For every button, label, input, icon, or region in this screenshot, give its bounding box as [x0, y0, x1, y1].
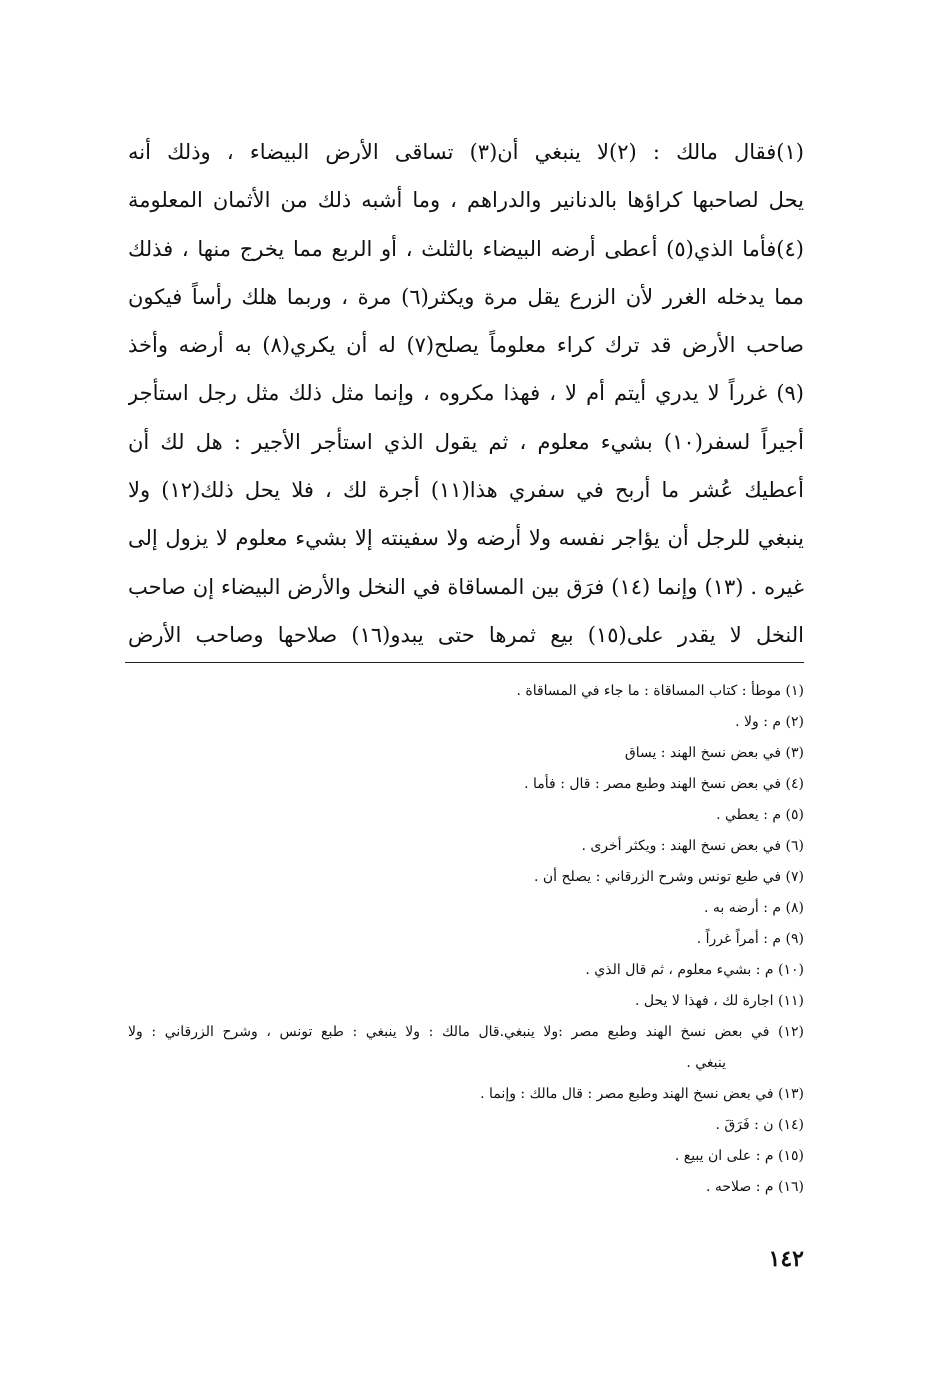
footnote: (٧) في طبع تونس وشرح الزرقاني : يصلح أن .	[533, 869, 804, 885]
footnote: (٦) في بعض نسخ الهند : ويكثر أخرى .	[581, 838, 804, 854]
main-text-line: النخل لا يقدر على(١٥) بيع ثمرها حتى يبدو(١٦) صلاحها وصاحب الأرض	[128, 622, 804, 647]
footnote: (٢) م : ولا .	[735, 714, 804, 730]
footnote: (١٦) م : صلاحه .	[705, 1179, 804, 1195]
footnote-continuation: ينبغي .	[686, 1055, 726, 1071]
main-text-line: أجيراً لسفر(١٠) بشيء معلوم ، ثم يقول الذي استأجر الأجير : هل لك أن	[128, 429, 804, 454]
footnote: (٥) م : يعطي .	[716, 807, 804, 823]
footnote: (١٣) في بعض نسخ الهند وطبع مصر : قال مالك : وإنما .	[480, 1086, 804, 1102]
footnote-separator	[125, 662, 804, 663]
main-text-line: (٩) غرراً لا يدري أيتم أم لا ، فهذا مكروه ، وإنما مثل ذلك مثل رجل استأجر	[128, 381, 804, 406]
footnote: (٣) في بعض نسخ الهند : يساق	[624, 745, 804, 761]
footnote: (٤) في بعض نسخ الهند وطبع مصر : قال : فأما .	[524, 776, 804, 792]
footnote: (١٠) م : بشيء معلوم ، ثم قال الذي .	[585, 962, 804, 978]
footnote: (٨) م : أرضه به .	[704, 900, 804, 916]
footnote: (١٤) ن : فَرَقَ .	[715, 1117, 804, 1133]
main-text-line: صاحب الأرض قد ترك كراء معلوماً يصلح(٧) له أن يكري(٨) به أرضه وأخذ	[128, 333, 804, 358]
main-text-line: ينبغي للرجل أن يؤاجر نفسه ولا أرضه ولا سفينته إلا بشيء معلوم لا يزول إلى	[128, 526, 804, 551]
footnote: (١٢) في بعض نسخ الهند وطبع مصر :ولا ينبغي.قال مالك : ولا ينبغي : طبع تونس ، وشرح الزرقاني : ولا	[128, 1024, 804, 1040]
main-text-line: مما يدخله الغرر لأن الزرع يقل مرة ويكثر(٦) مرة ، وربما هلك رأساً فيكون	[128, 284, 804, 309]
footnotes-block	[128, 676, 804, 1203]
main-text-line: غيره . (١٣) وإنما (١٤) فرَق بين المساقاة في النخل والأرض البيضاء إن صاحب	[128, 574, 804, 599]
main-text-block	[128, 128, 804, 659]
main-text-line: يحل لصاحبها كراؤها بالدنانير والدراهم ، وما أشبه ذلك من الأثمان المعلومة	[128, 188, 804, 213]
footnote: (١٥) م : على ان يبيع .	[674, 1148, 804, 1164]
main-text-line: (١)فقال مالك : (٢)لا ينبغي أن(٣) تساقى الأرض البيضاء ، وذلك أنه	[128, 140, 804, 164]
footnote: (١) موطأ : كتاب المساقاة : ما جاء في المساقاة .	[516, 683, 804, 699]
main-text-line: (٤)فأما الذي(٥) أعطى أرضه البيضاء بالثلث ، أو الربع مما يخرج منها ، فذلك	[128, 236, 804, 261]
main-text-line: أعطيك عُشر ما أربح في سفري هذا(١١) أجرة لك ، فلا يحل ذلك(١٢) ولا	[128, 478, 804, 503]
page-number: ١٤٢	[768, 1246, 804, 1272]
footnote: (٩) م : أمراً غرراً .	[696, 931, 804, 947]
footnote: (١١) اجارة لك ، فهذا لا يحل .	[635, 993, 804, 1009]
